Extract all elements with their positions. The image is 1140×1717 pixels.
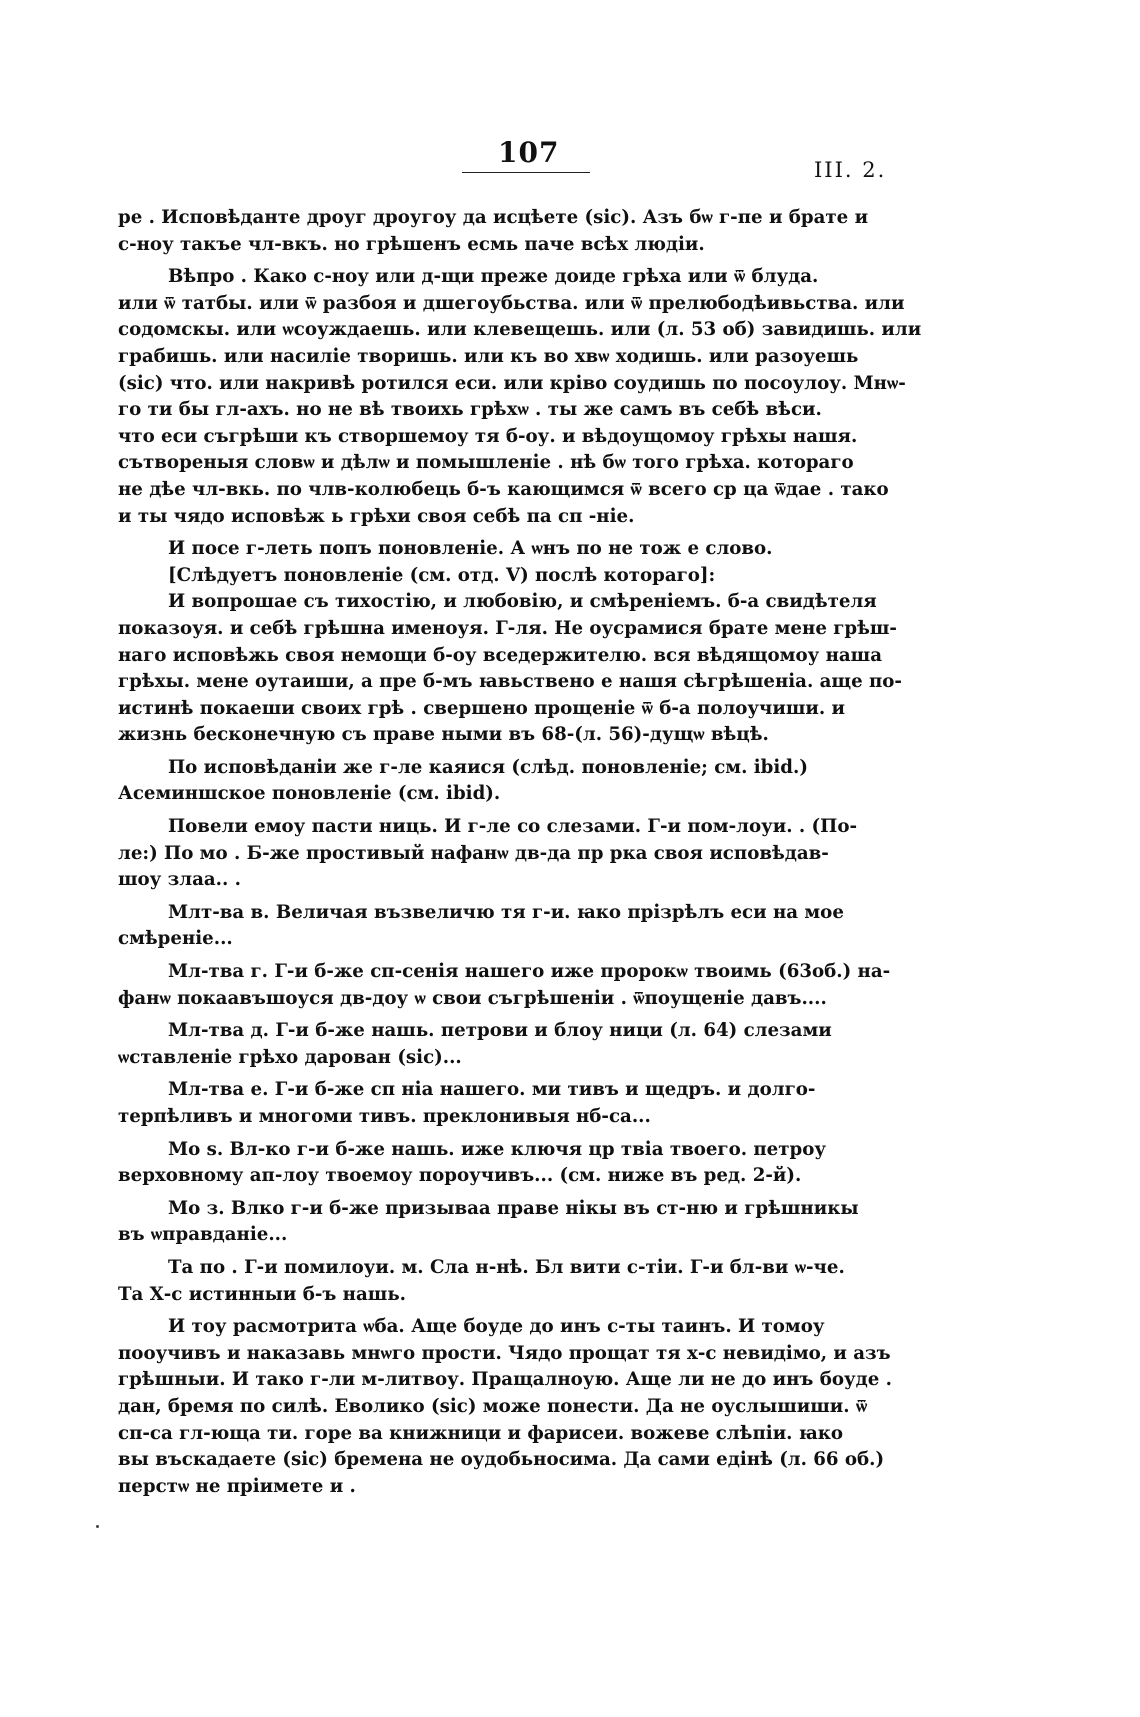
- text-line: Мо ѕ. Вл-ко г-и б-же нашь. иже ключя цр твiа твоего. петроу: [168, 1138, 827, 1160]
- text-line: Та Х-с истинныи б-ъ нашь.: [118, 1283, 406, 1305]
- text-line: что еси съгрѣши къ створшемоу тя б-оу. и вѣдоущомоу грѣхы нашя.: [118, 425, 858, 447]
- paragraph: [118, 205, 932, 258]
- text-line: Повели емоу пасти ниць. И г-ле со слезами. Г-и пом-лоуи. . (По-: [168, 816, 858, 838]
- text-line: грѣшныи. И тако г-ли м-литвоу. Пращалноую. Аще ли не до инъ боуде .: [118, 1369, 892, 1391]
- text-line: смѣренiе...: [118, 928, 233, 950]
- text-line: И вопрошае съ тихостiю, и любовiю, и смѣренiемъ. б-а свидѣтеля: [168, 591, 877, 613]
- text-line: шоу злаа.. .: [118, 869, 241, 891]
- text-line: верховному ап-лоу твоемоу пороучивъ... (см. ниже въ ред. 2-й).: [118, 1165, 802, 1187]
- paragraph: [118, 536, 932, 749]
- text-line: Мл-тва г. Г-и б-же сп-сенiя нашего иже пророкѡ твоимь (63об.) на-: [168, 961, 891, 983]
- text-line: вы въскадаете (sic) бремена не оудобьносима. Да сами едiнѣ (л. 66 об.): [118, 1449, 885, 1471]
- text-line: ѡставленiе грѣхо дарован (sic)...: [118, 1046, 462, 1068]
- paragraph: [118, 1196, 932, 1249]
- text-line: или ѿ татбы. или ѿ разбоя и дшегоубьства. или ѿ прелюбодѣивьства. или: [118, 292, 905, 314]
- paragraph: [118, 959, 932, 1012]
- text-line: наго исповѣжь своя немощи б-оу вседержителю. вся вѣдящомоу наша: [118, 644, 883, 666]
- text-line: фанѡ покаавъшоуся дв-доу ѡ свои съгрѣшенiи . ѿпоущенiе давъ....: [118, 987, 827, 1009]
- text-line: содомскы. или ѡсоуждаешь. или клевещешь. или (л. 53 об) завидишь. или: [118, 319, 922, 341]
- paragraph: [118, 755, 932, 808]
- text-line: Асеминшское поновленiе (см. ibid).: [118, 783, 501, 805]
- text-line: сътвореныя словѡ и дѣлѡ и помышленiе . нѣ бѡ того грѣха. котораго: [118, 452, 854, 474]
- text-line: Мл-тва е. Г-и б-же сп нiа нашего. ми тивъ и щедръ. и долго-: [168, 1079, 816, 1101]
- text-line: пооучивъ и наказавь мнѡго прости. Чядо прощат тя х-с невидiмо, и азъ: [118, 1342, 891, 1364]
- text-line: с-ноу такъе чл-вкъ. но грѣшенъ есмь паче всѣх людiи.: [118, 233, 705, 255]
- paragraph: [118, 264, 932, 530]
- text-line: Мо з. Влко г-и б-же призываа праве нiкы въ ст-ню и грѣшникы: [168, 1197, 859, 1219]
- text-line: истинѣ покаеши своих грѣ . свершено прощенiе ѿ б-а полоучиши. и: [118, 697, 846, 719]
- text-line: грѣхы. мене оутаиши, а пре б-мъ ꙗвьствено е нашя сѣгрѣшенiа. аще по-: [118, 671, 902, 693]
- text-line: терпѣливъ и многоми тивъ. преклонивыя нб-са...: [118, 1106, 651, 1127]
- paragraph: [118, 1018, 932, 1071]
- text-line: грабишь. или насилiе творишь. или къ во хвѡ ходишь. или разоуешь: [118, 345, 859, 367]
- text-line: и ты чядо исповѣж ь грѣхи своя себѣ па сп -нiе.: [118, 505, 635, 527]
- text-line: И тоу расмотрита ѡба. Аще боуде до инъ с-ты таинъ. И томоу: [168, 1316, 825, 1338]
- section-marker: III. 2.: [814, 158, 887, 182]
- text-line: не дѣе чл-вкь. по члв-колюбець б-ъ кающимся ѿ всего ср ца ѿдае . тако: [118, 478, 889, 500]
- text-line: Вѣпро . Како с-ноу или д-щи преже доиде грѣха или ѿ блуда.: [168, 266, 819, 288]
- text-line: сп-са гл-юща ти. горе ва книжници и фарисеи. вожеве слѣпiи. ꙗко: [118, 1422, 843, 1444]
- text-line: дан, бремя по силѣ. Еволико (sic) може понести. Да не оуслышиши. ѿ: [118, 1395, 868, 1417]
- text-line: перстѡ не прiимете и .: [118, 1475, 356, 1497]
- paragraph: [118, 1314, 932, 1500]
- text-line: По исповѣданiи же г-ле каяися (слѣд. поновленiе; см. ibid.): [168, 756, 808, 778]
- text-line: (sic) что. или накривѣ ротился еси. или крiво соудишь по посоулоу. Мнѡ-: [118, 372, 906, 394]
- text-line: Та по . Г-и помилоуи. м. Сла н-нѣ. Бл вити с-тiи. Г-и бл-ви ѡ-че.: [168, 1256, 845, 1278]
- page-number: 107: [498, 136, 560, 169]
- text-line: въ ѡправданiе...: [118, 1224, 288, 1246]
- text-line: ре . Исповѣданте дроуг дроугоу да исцѣете (sic). Азъ бѡ г-пе и брате и: [118, 207, 869, 228]
- text-line: И посе г-леть попъ поновленiе. А ѡнъ по не тож е слово.: [168, 538, 773, 560]
- text-line: жизнь бесконечную съ праве ными въ 68-(л. 56)-дущѡ вѣцѣ.: [118, 724, 769, 746]
- body-text: [118, 205, 932, 1506]
- paragraph: [118, 814, 932, 894]
- text-line: го ти бы гл-ахъ. но не вѣ твоихь грѣхѡ . ты же самъ въ себѣ вѣси.: [118, 399, 822, 421]
- text-line: Мл-тва д. Г-и б-же нашь. петрови и блоу ници (л. 64) слезами: [168, 1020, 832, 1042]
- text-line: Млт-ва в. Величая възвеличю тя г-и. ꙗко прiзрѣлъ еси на мое: [168, 901, 844, 923]
- margin-speck: [96, 1525, 99, 1528]
- paragraph: [118, 1255, 932, 1308]
- paragraph: [118, 1137, 932, 1190]
- header-rule: [462, 172, 590, 173]
- text-line: [Слѣдуетъ поновленiе (см. отд. V) послѣ котораго]:: [168, 564, 716, 586]
- text-line: ле:) По мо . Б-же простивый нафанѡ дв-да пр рка своя исповѣдав-: [118, 842, 829, 864]
- paragraph: [118, 1077, 932, 1130]
- paragraph: [118, 900, 932, 953]
- text-line: показоуя. и себѣ грѣшна именоуя. Г-ля. Не оусрамися брате мене грѣш-: [118, 617, 897, 639]
